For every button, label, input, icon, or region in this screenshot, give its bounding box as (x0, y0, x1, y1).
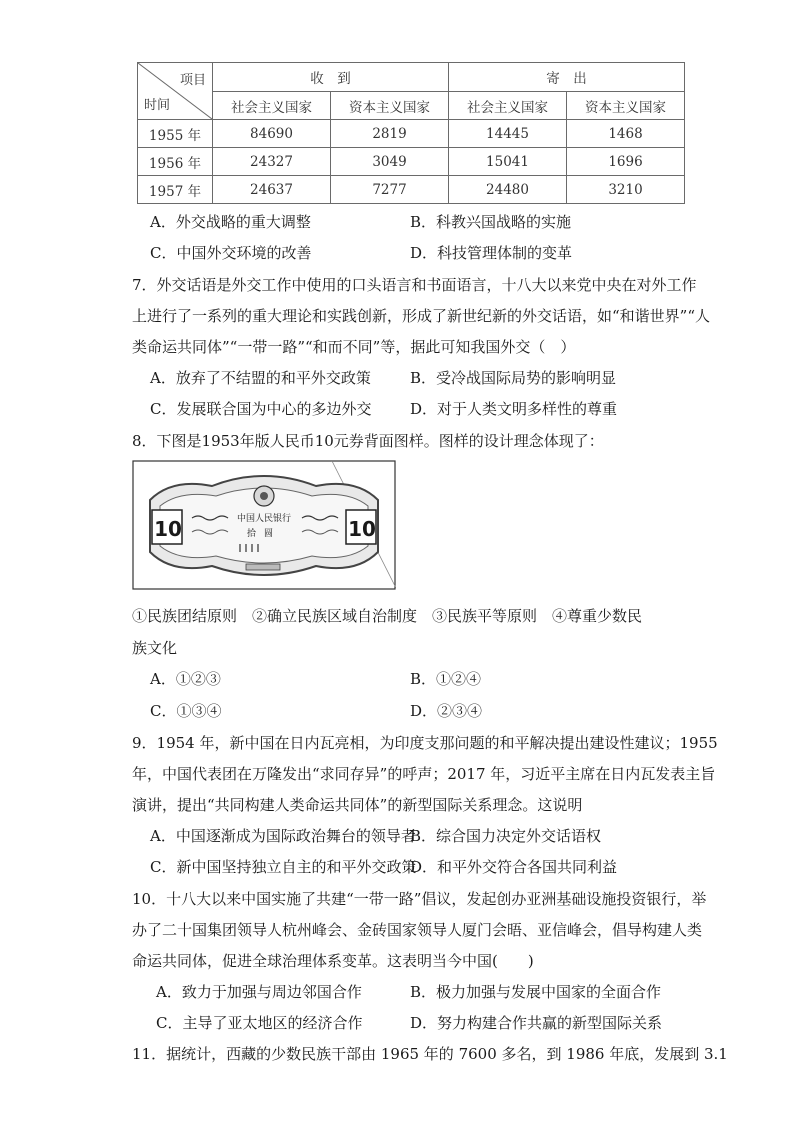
q6-option-d[interactable]: D．科技管理体制的变革 (410, 244, 573, 262)
q10-option-b[interactable]: B．极力加强与发展中国家的全面合作 (410, 983, 662, 1001)
value-cell: 84690 (213, 120, 331, 148)
table-row (138, 176, 685, 204)
q8-stem-line: 8．下图是1953年版人民币10元券背面图样。图样的设计理念体现了： (132, 432, 604, 450)
table-row (138, 148, 685, 176)
q9-option-b[interactable]: B．综合国力决定外交话语权 (410, 827, 602, 845)
q8-option-c[interactable]: C．①③④ (150, 702, 222, 720)
q7-stem-line: 7．外交话语是外交工作中使用的口头语言和书面语言，十八大以来党中央在对外工作 (132, 276, 697, 294)
q9-stem-line: 演讲，提出“共同构建人类命运共同体”的新型国际关系理念。这说明 (132, 796, 583, 814)
value-cell: 15041 (449, 148, 567, 176)
sub-header: 资本主义国家 (567, 92, 685, 120)
q8-statements-line: 族文化 (132, 639, 178, 657)
q7-stem-line: 上进行了一系列的重大理论和实践创新，形成了新世纪新的外交话语，如“和谐世界”“人 (132, 307, 711, 325)
q7-stem-line: 类命运共同体”“一带一路”“和而不同”等，据此可知我国外交（ ） (132, 338, 576, 356)
mail-statistics-table (137, 62, 685, 204)
q8-statements-line: ①民族团结原则 ②确立民族区域自治制度 ③民族平等原则 ④尊重少数民 (132, 607, 643, 625)
q11-stem-line: 11．据统计，西藏的少数民族干部由 1965 年的 7600 多名，到 1986 年底，发展到 3.1 (132, 1045, 728, 1063)
sub-header: 社会主义国家 (449, 92, 567, 120)
year-cell: 1957 年 (138, 176, 213, 204)
sub-header: 资本主义国家 (331, 92, 449, 120)
value-cell: 3210 (567, 176, 685, 204)
value-cell: 14445 (449, 120, 567, 148)
q10-stem-line: 办了二十国集团领导人杭州峰会、金砖国家领导人厦门会晤、亚信峰会，倡导构建人类 (132, 921, 703, 939)
q7-option-b[interactable]: B．受冷战国际局势的影响明显 (410, 369, 617, 387)
q9-option-d[interactable]: D．和平外交符合各国共同利益 (410, 858, 618, 876)
value-cell: 7277 (331, 176, 449, 204)
value-cell: 1468 (567, 120, 685, 148)
table-row (138, 120, 685, 148)
q10-stem-line: 命运共同体，促进全球治理体系变革。这表明当今中国( ) (132, 952, 534, 970)
value-cell: 1696 (567, 148, 685, 176)
group-header-received: 收 到 (213, 63, 449, 92)
q10-stem-line: 10．十八大以来中国实施了共建“一带一路”倡议，发起创办亚洲基础设施投资银行，举 (132, 890, 707, 908)
group-header-sent: 寄 出 (449, 63, 685, 92)
banknote-numeral-right: 10 (348, 517, 376, 541)
value-cell: 24480 (449, 176, 567, 204)
q9-option-a[interactable]: A．中国逐渐成为国际政治舞台的领导者 (150, 827, 416, 845)
year-cell: 1955 年 (138, 120, 213, 148)
banknote-numeral-left: 10 (154, 517, 182, 541)
q7-option-d[interactable]: D．对于人类文明多样性的尊重 (410, 400, 618, 418)
q10-option-d[interactable]: D．努力构建合作共赢的新型国际关系 (410, 1014, 663, 1032)
q10-option-a[interactable]: A．致力于加强与周边邻国合作 (156, 983, 362, 1001)
q7-option-c[interactable]: C．发展联合国为中心的多边外交 (150, 400, 372, 418)
q9-stem-line: 年，中国代表团在万隆发出“求同存异”的呼声；2017 年，习近平主席在日内瓦发表主旨 (132, 765, 716, 783)
value-cell: 3049 (331, 148, 449, 176)
banknote-denomination: 拾圆 (246, 529, 281, 539)
year-cell: 1956 年 (138, 148, 213, 176)
q7-option-a[interactable]: A．放弃了不结盟的和平外交政策 (150, 369, 371, 387)
corner-label-time: 时间 (144, 98, 171, 113)
value-cell: 2819 (331, 120, 449, 148)
q10-option-c[interactable]: C．主导了亚太地区的经济合作 (156, 1014, 363, 1032)
banknote-bank-text: 中国人民银行 (236, 514, 291, 524)
value-cell: 24327 (213, 148, 331, 176)
q9-stem-line: 9．1954 年，新中国在日内瓦亮相，为印度支那问题的和平解决提出建设性建议；1955 (132, 734, 718, 752)
q6-option-a[interactable]: A．外交战略的重大调整 (150, 213, 311, 231)
q9-option-c[interactable]: C．新中国坚持独立自主的和平外交政策 (150, 858, 417, 876)
q6-option-b[interactable]: B．科教兴国战略的实施 (410, 213, 572, 231)
value-cell: 24637 (213, 176, 331, 204)
q6-option-c[interactable]: C．中国外交环境的改善 (150, 244, 312, 262)
corner-label-item: 项目 (179, 73, 206, 88)
q8-option-a[interactable]: A．①②③ (150, 670, 221, 688)
table-corner-cell (138, 63, 213, 120)
q8-option-b[interactable]: B．①②④ (410, 670, 482, 688)
sub-header: 社会主义国家 (213, 92, 331, 120)
q8-option-d[interactable]: D．②③④ (410, 702, 483, 720)
